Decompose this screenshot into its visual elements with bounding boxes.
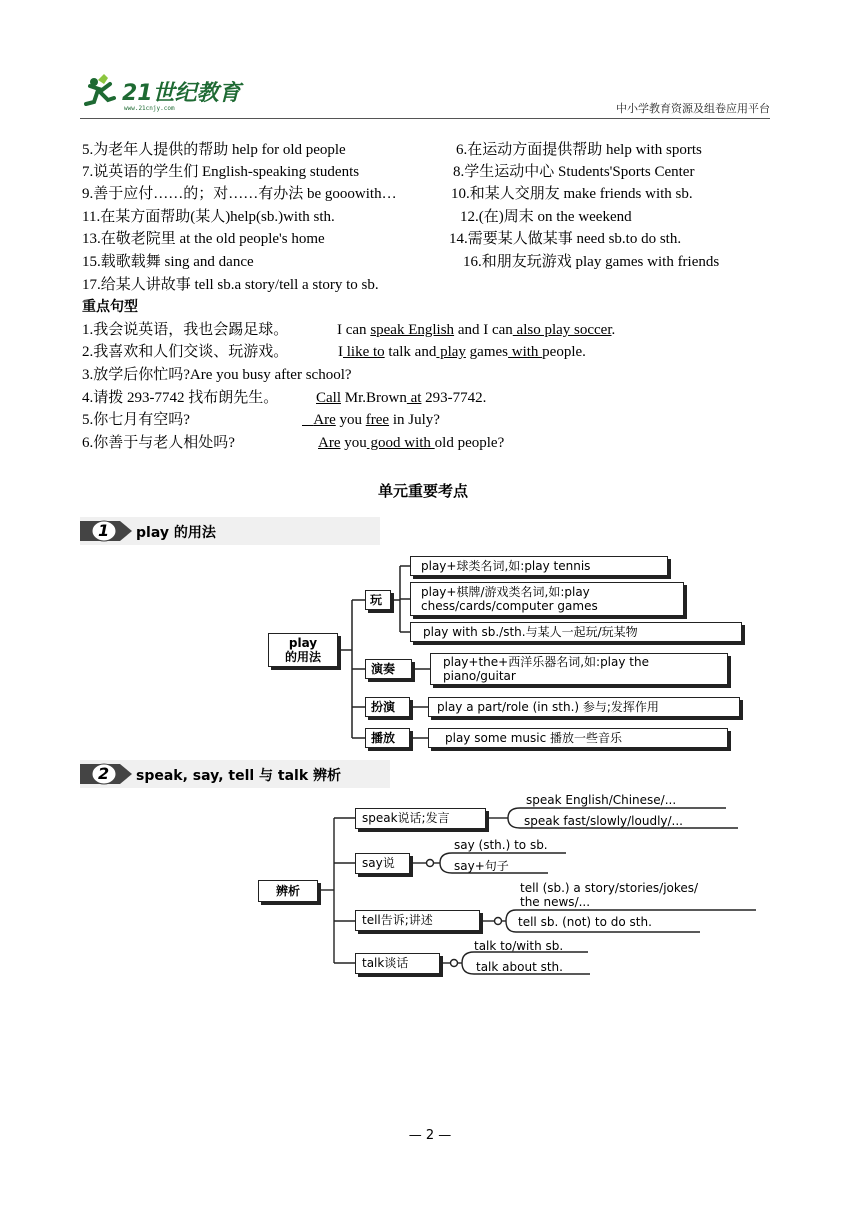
phrase-item: 17.给某人讲故事 tell sb.a story/tell a story to sb. [82,277,379,293]
phrase-item: 9.善于应付……的；对……有办法 be gooowith… [82,186,397,202]
phrase-item: 13.在敬老院里 at the old people's home [82,231,325,247]
branch-wan: 玩 [365,590,391,610]
sentence-2-cn: 2.我喜欢和人们交谈、玩游戏。 [82,344,289,360]
say-example-1: say (sth.) to sb. [454,838,548,852]
topic2-root-node: 辨析 [258,880,318,902]
play-music-item: play some music 播放一些音乐 [428,728,728,748]
sentence-4-en: Call Mr.Brown at 293-7742. [316,390,487,406]
play-with-item: play with sb./sth.与某人一起玩/玩某物 [410,622,742,642]
talk-example-1: talk to/with sb. [474,939,564,953]
branch-tell: tell告诉;讲述 [355,910,480,931]
branch-talk: talk谈话 [355,953,440,974]
sentence-4-cn: 4.请拨 293-7742 找布朗先生。 [82,390,279,406]
phrase-item: 16.和朋友玩游戏 play games with friends [463,254,720,270]
logo-title: 21世纪教育 [122,81,241,106]
platform-name: 中小学教育资源及组卷应用平台 [616,102,770,115]
phrase-item: 12.(在)周末 on the weekend [460,209,632,225]
phrase-item: 8.学生运动中心 Students'Sports Center [453,164,695,180]
topic-2-number: 2 [98,764,110,783]
phrase-item: 7.说英语的学生们 English-speaking students [82,164,360,180]
sentence-1-en: I can speak English and I can also play soccer. [337,322,616,338]
branch-banyan: 扮演 [365,697,410,717]
branch-speak: speak说话;发言 [355,808,486,829]
play-part-item: play a part/role (in sth.) 参与;发挥作用 [428,697,740,717]
tell-example-1b: the news/... [520,895,591,909]
tell-example-1a: tell (sb.) a story/stories/jokes/ [520,881,699,895]
topic-2-title: speak, say, tell 与 talk 辨析 [136,768,342,784]
topic-1-title: play 的用法 [136,525,216,541]
logo-url: www.21cnjy.com [124,105,175,112]
sentence-1-cn: 1.我会说英语，我也会踢足球。 [82,322,289,338]
sentence-6-en: Are you good with old people? [318,435,505,451]
tell-example-2: tell sb. (not) to do sth. [518,915,652,929]
play-root-node: play 的用法 [268,633,338,667]
play-ball-item: play+球类名词,如:play tennis [410,556,668,576]
sentence-2-en: I like to talk and play games with people. [338,344,586,360]
sentence-3: 3.放学后你忙吗?Are you busy after school? [82,367,352,383]
topic-1-number: 1 [98,521,110,540]
unit-title: 单元重要考点 [378,482,469,500]
phrase-item: 5.为老年人提供的帮助 help for old people [82,142,346,158]
sentence-5-cn: 5.你七月有空吗? [82,412,190,428]
phrase-item: 15.载歌载舞 sing and dance [82,254,254,270]
phrase-item: 6.在运动方面提供帮助 help with sports [456,142,702,158]
key-sentences-heading: 重点句型 [82,299,138,315]
phrase-item: 11.在某方面帮助(某人)help(sb.)with sth. [82,209,335,225]
talk-example-2: talk about sth. [476,960,563,974]
branch-say: say说 [355,853,410,874]
speak-example-2: speak fast/slowly/loudly/... [524,814,683,828]
sentence-5-en: Are you free in July? [313,412,440,428]
phrase-item: 14.需要某人做某事 need sb.to do sth. [449,231,682,247]
play-instrument-item: play+the+西洋乐器名词,如:play the piano/guitar [430,653,728,685]
phrase-item: 10.和某人交朋友 make friends with sb. [451,186,693,202]
branch-yanzou: 演奏 [365,659,412,679]
speak-example-1: speak English/Chinese/... [526,793,677,807]
say-example-2: say+句子 [454,859,509,873]
branch-bofang: 播放 [365,728,410,748]
page-number: — 2 — [408,1128,452,1143]
sentence-6-cn: 6.你善于与老人相处吗? [82,435,235,451]
play-chess-item: play+棋牌/游戏类名词,如:play chess/cards/computer games [410,582,684,616]
